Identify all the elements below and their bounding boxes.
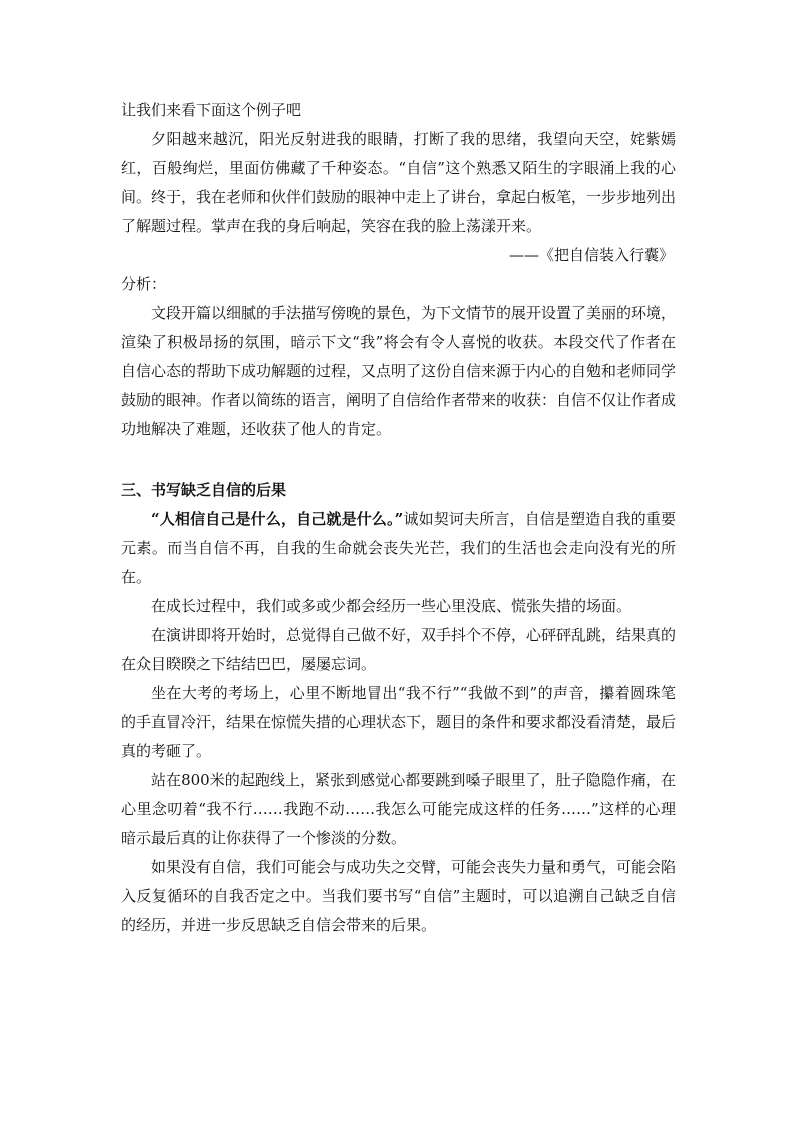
document-body xyxy=(121,96,676,940)
example-paragraph: 夕阳越来越沉，阳光反射进我的眼睛，打断了我的思绪，我望向天空，姹紫嫣红，百般绚烂，里面仿佛藏了千种姿态。“自信”这个熟悉又陌生的字眼涌上我的心间。终于，我在老师和伙伴们鼓励的眼神中走上了讲台，拿起白板笔，一步步地列出了解题过程。掌声在我的身后响起，笑容在我的脸上荡漾开来。 xyxy=(121,130,677,235)
chekhov-quote: “人相信自己是什么，自己就是什么。” xyxy=(151,510,404,528)
section-paragraph-1 xyxy=(121,505,676,592)
section-paragraph-6: 如果没有自信，我们可能会与成功失之交臂，可能会丧失力量和勇气，可能会陷入反复循环的自我否定之中。当我们要书写“自信”主题时，可以追溯自己缺乏自信的经历，并进一步反思缺乏自信会带来的后果。 xyxy=(121,858,677,934)
analysis-paragraph: 文段开篇以细腻的手法描写傍晚的景色，为下文情节的展开设置了美丽的环境，渲染了积极昂扬的氛围，暗示下文“我”将会有令人喜悦的收获。本段交代了作者在自信心态的帮助下成功解题的过程，又点明了这份自信来源于内心的自勉和老师同学鼓励的眼神。作者以简练的语言，阐明了自信给作者带来的收获：自信不仅让作者成功地解决了难题，还收获了他人的肯定。 xyxy=(121,304,677,438)
section-paragraph-4: 坐在大考的考场上，心里不断地冒出“我不行”“我做不到”的声音，攥着圆珠笔的手直冒冷汗，结果在惊慌失措的心理状态下，题目的条件和要求都没看清楚，最后真的考砸了。 xyxy=(121,684,677,760)
section-paragraph-3: 在演讲即将开始时，总觉得自己做不好，双手抖个不停，心砰砰乱跳，结果真的在众目睽睽之下结结巴巴，屡屡忘词。 xyxy=(121,626,677,673)
analysis-label: 分析： xyxy=(121,275,167,293)
intro-line: 让我们来看下面这个例子吧 xyxy=(121,101,302,119)
section-spacer xyxy=(121,444,676,473)
section-paragraph-1-text: 诚如契诃夫所言，自信是塑造自我的重要元素。而当自信不再，自我的生命就会丧失光芒，我们的生活也会走向没有光的所在。 xyxy=(121,510,676,586)
section-title: 三、书写缺乏自信的后果 xyxy=(121,481,287,499)
section-paragraph-5: 站在800米的起跑线上，紧张到感觉心都要跳到嗓子眼里了，肚子隐隐作痛，在心里念叨着“我不行……我跑不动……我怎么可能完成这样的任务……”这样的心理暗示最后真的让你获得了一个惨淡的分数。 xyxy=(121,771,676,847)
example-source: ——《把自信装入行囊》 xyxy=(508,246,674,264)
section-paragraph-2: 在成长过程中，我们或多或少都会经历一些心里没底、慌张失措的场面。 xyxy=(151,597,632,615)
